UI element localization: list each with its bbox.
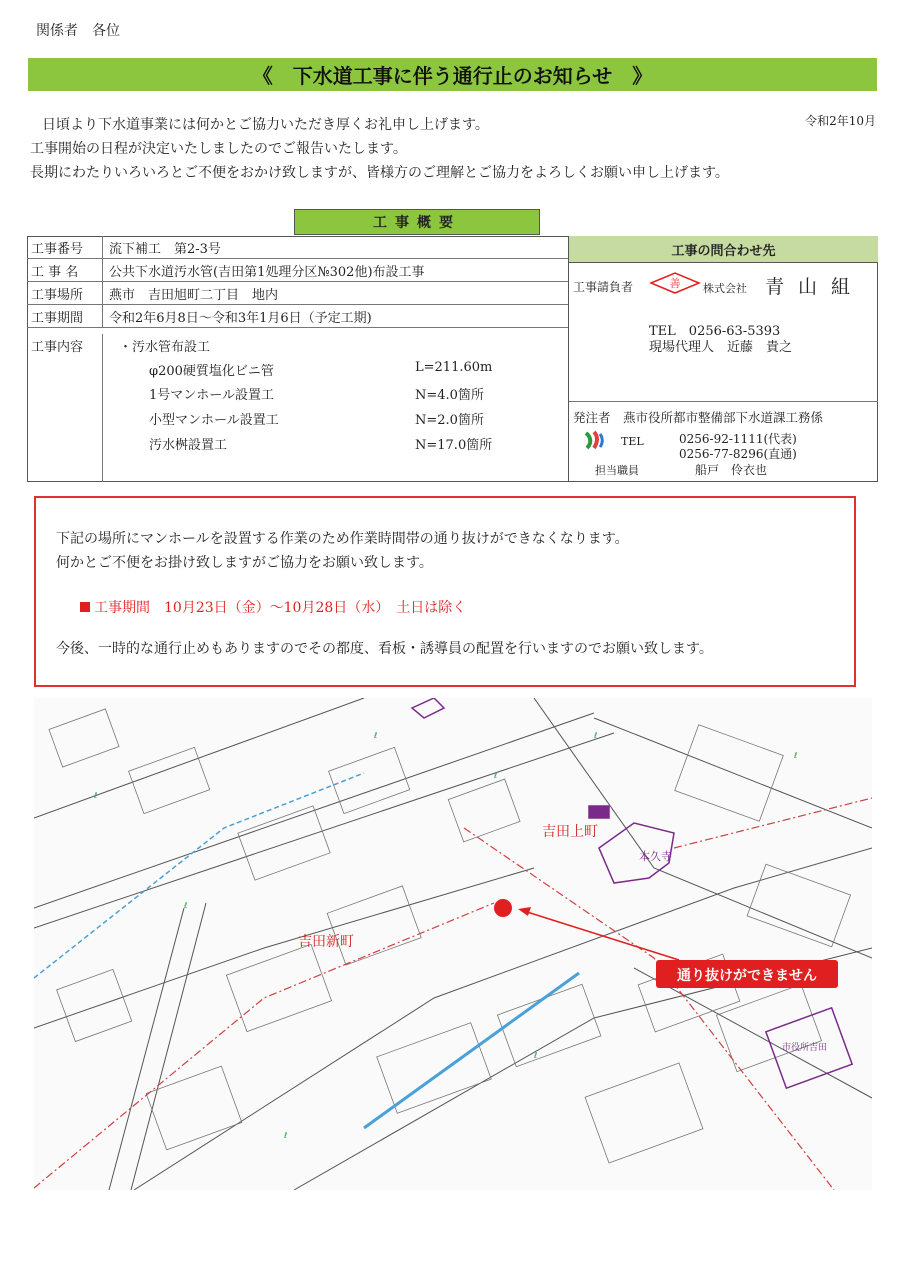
contact-divider	[569, 401, 878, 402]
contact-panel	[568, 236, 878, 482]
row-value: 令和2年6月8日～令和3年1月6日（予定工期)	[109, 310, 372, 326]
staff-label: 担当職員	[595, 464, 639, 477]
svg-text:ℓ: ℓ	[94, 791, 98, 800]
site-agent: 現場代理人 近藤 貴之	[649, 340, 793, 355]
construction-rows	[27, 236, 568, 328]
contractor-tel: TEL 0256-63-5393	[649, 324, 781, 339]
row-label: 工 事 名	[27, 259, 103, 281]
intro-text	[30, 113, 830, 185]
company-name: 青山組	[765, 276, 865, 298]
notice-box	[34, 496, 856, 687]
temple-label: 本久寺	[639, 850, 672, 863]
content-item: 小型マンホール設置工	[149, 413, 279, 428]
facility-label: 市役所吉田	[782, 1043, 828, 1053]
content-title: ・汚水管布設工	[119, 340, 211, 355]
notice-line: 今後、一時的な通行止めもありますのでその都度、看板・誘導員の配置を行いますのでお願い致します。	[56, 641, 713, 657]
row-name	[27, 259, 568, 282]
orderer-tel-main: 0256-92-1111(代表)	[679, 432, 797, 446]
row-value: 流下補工 第2-3号	[109, 241, 221, 257]
district-label-shinmachi: 吉田新町	[298, 934, 354, 950]
company-logo-mark: 善	[669, 277, 681, 290]
notice-period	[80, 597, 466, 617]
row-number	[27, 236, 568, 259]
intro-line: 工事開始の日程が決定いたしましたのでご報告いたします。	[30, 141, 407, 157]
svg-text:ℓ: ℓ	[594, 731, 598, 740]
svg-text:ℓ: ℓ	[794, 751, 798, 760]
staff-name: 船戸 伶衣也	[695, 463, 768, 477]
content-qty: L=211.60m	[415, 360, 493, 375]
addressee: 関係者 各位	[36, 23, 120, 39]
bullet-square-icon	[80, 602, 90, 612]
svg-text:ℓ: ℓ	[184, 901, 188, 910]
company-logo-icon	[649, 272, 701, 294]
row-value: 公共下水道汚水管(吉田第1処理分区№302他)布設工事	[109, 264, 425, 280]
notice-line: 何かとご不便をお掛け致しますがご協力をお願い致します。	[56, 555, 433, 571]
row-label: 工事番号	[27, 236, 103, 258]
content-item: 1号マンホール設置工	[149, 388, 275, 403]
content-item: 汚水桝設置工	[149, 438, 228, 453]
row-value: 燕市 吉田旭町二丁目 地内	[109, 287, 279, 303]
svg-text:ℓ: ℓ	[284, 1131, 288, 1140]
row-label: 工事場所	[27, 282, 103, 304]
content-qty: N=2.0箇所	[415, 413, 484, 428]
svg-text:ℓ: ℓ	[374, 731, 378, 740]
content-qty: N=4.0箇所	[415, 388, 484, 403]
content-qty: N=17.0箇所	[415, 438, 493, 453]
issue-date: 令和2年10月	[805, 114, 876, 128]
intro-line: 長期にわたりいろいろとご不便をおかけ致しますが、皆様方のご理解とご協力をよろしくお願い申し上げます。	[30, 165, 729, 181]
orderer: 発注者 燕市役所都市整備部下水道課工務係	[573, 410, 824, 425]
svg-text:ℓ: ℓ	[494, 771, 498, 780]
contact-header: 工事の問合わせ先	[569, 236, 878, 263]
intro-line: 日頃より下水道事業には何かとご協力いただき厚くお礼申し上げます。	[42, 117, 489, 133]
notice-period-text: 工事期間 10月23日（金）～10月28日（水） 土日は除く	[94, 600, 467, 616]
callout-text: 通り抜けができません	[677, 968, 817, 984]
map-graphic	[34, 698, 872, 1190]
row-location	[27, 282, 568, 305]
svg-text:ℓ: ℓ	[534, 1051, 538, 1060]
company-kind: 株式会社	[703, 282, 747, 295]
orderer-tel-label: TEL	[621, 435, 644, 448]
contractor-label: 工事請負者	[573, 280, 634, 294]
closure-marker-icon	[494, 899, 512, 917]
orderer-tel-direct: 0256-77-8296(直通)	[679, 447, 797, 461]
city-logo-icon	[583, 429, 605, 451]
row-period	[27, 305, 568, 328]
notice-line: 下記の場所にマンホールを設置する作業のため作業時間帯の通り抜けができなくなります。	[56, 531, 629, 547]
row-label: 工事期間	[27, 305, 103, 327]
content-label: 工事内容	[27, 334, 103, 482]
content-item: φ200硬質塩化ビニ管	[149, 364, 274, 379]
notice-title: 《 下水道工事に伴う通行止のお知らせ 》	[28, 58, 877, 91]
location-map	[34, 698, 872, 1190]
overview-heading: 工事概要	[294, 209, 540, 235]
district-label-kamimachi: 吉田上町	[542, 824, 598, 840]
